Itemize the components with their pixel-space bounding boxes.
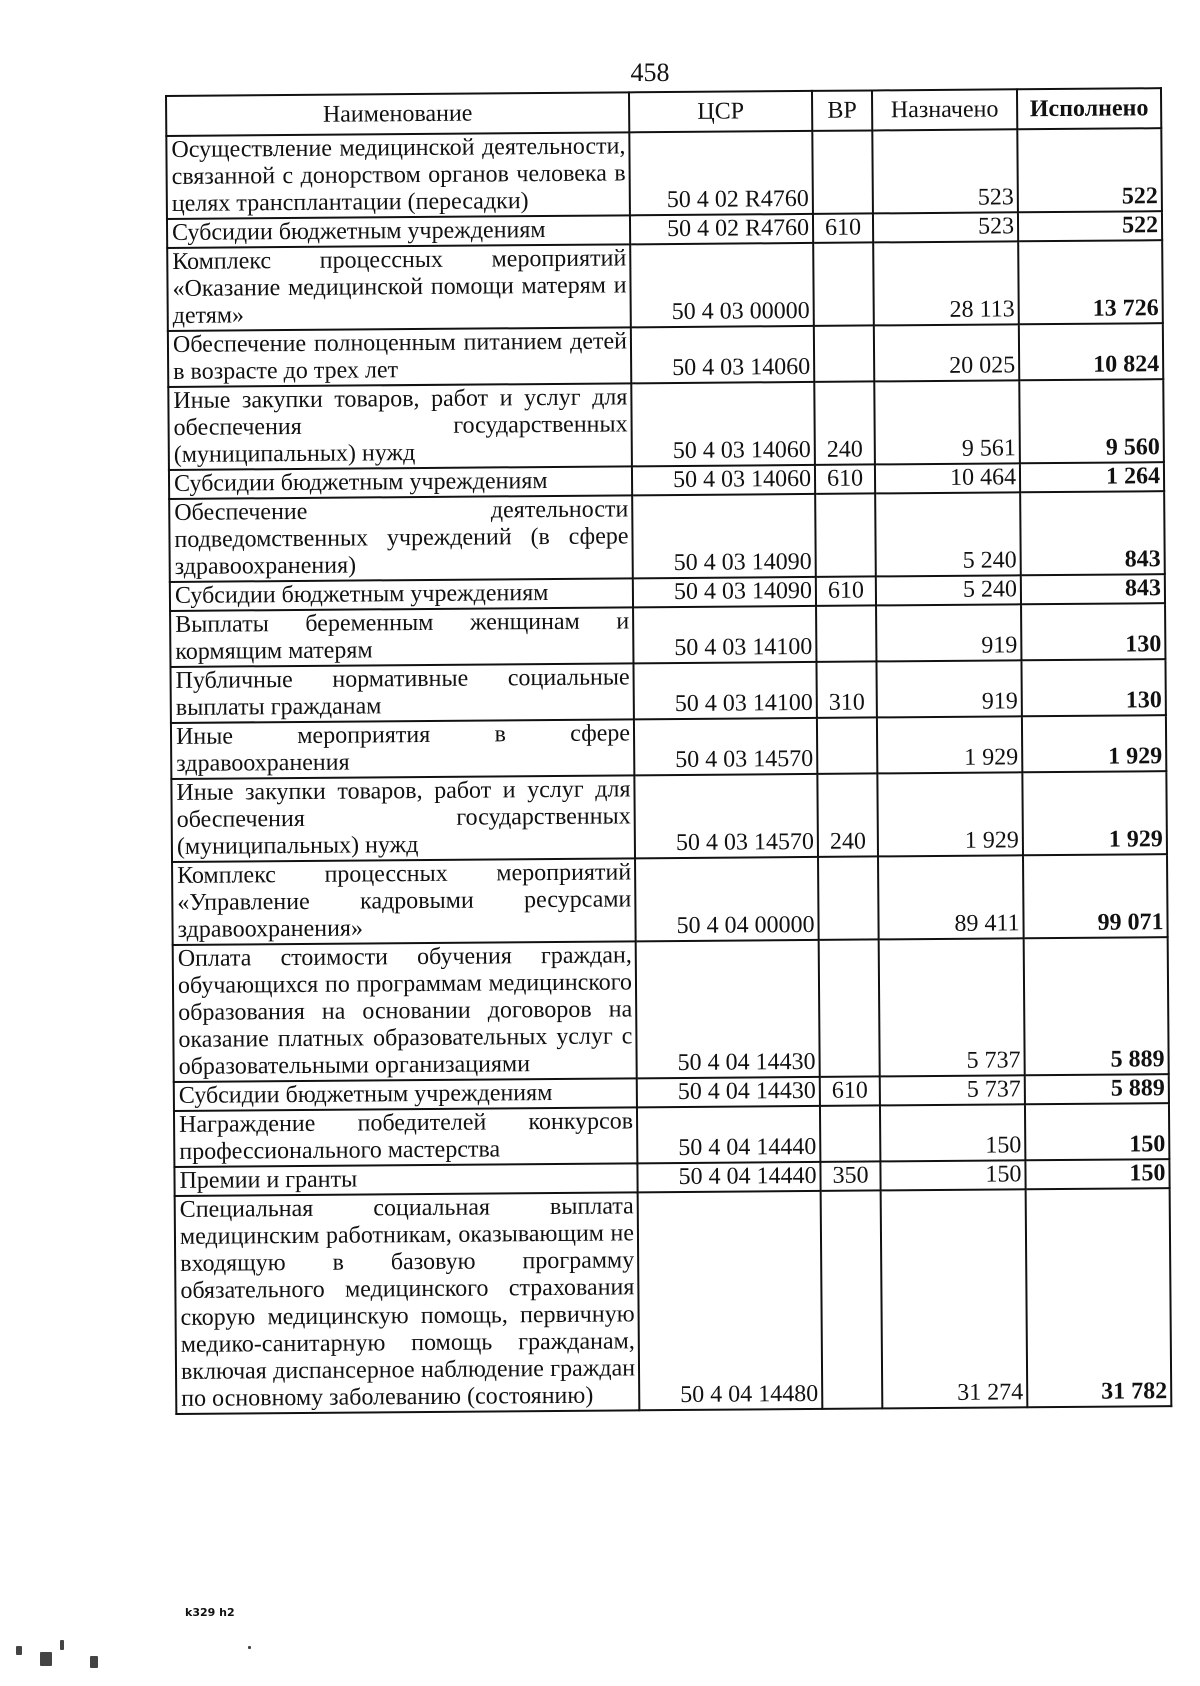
row-executed-cell: 5 889 — [1025, 1074, 1169, 1104]
row-csr-cell: 50 4 03 14570 — [634, 718, 817, 775]
budget-table-wrapper — [165, 87, 1170, 1415]
row-assigned-cell: 89 411 — [878, 855, 1024, 939]
row-assigned-cell: 919 — [876, 660, 1021, 717]
row-vr-cell: 310 — [816, 661, 876, 717]
row-name-cell: Оплата стоимости обучения граждан, обучающихся по программам медицинского образования на основании договоров на оказание платных образовательных услуг с образовательными организациями — [173, 941, 637, 1082]
row-csr-cell: 50 4 03 14570 — [634, 774, 818, 858]
row-name-cell: Субсидии бюджетным учреждениям — [167, 215, 630, 248]
row-csr-cell: 50 4 03 14090 — [633, 577, 816, 607]
row-executed-cell: 130 — [1021, 659, 1165, 716]
row-name-cell: Иные закупки товаров, работ и услуг для обеспечения государственных (муниципальных) нужд — [168, 383, 632, 470]
row-name-cell: Обеспечение полноценным питанием детей в возрасте до трех лет — [168, 327, 631, 387]
row-executed-cell: 1 264 — [1020, 462, 1164, 492]
row-vr-cell — [819, 939, 880, 1076]
row-csr-cell: 50 4 02 R4760 — [630, 214, 813, 244]
row-vr-cell: 610 — [820, 1076, 880, 1105]
row-csr-cell: 50 4 04 14440 — [637, 1162, 820, 1192]
row-vr-cell — [816, 605, 876, 661]
row-csr-cell: 50 4 02 R4760 — [629, 131, 813, 215]
row-csr-cell: 50 4 03 14100 — [633, 606, 816, 663]
row-executed-cell: 130 — [1021, 603, 1165, 660]
row-assigned-cell: 5 737 — [879, 938, 1025, 1076]
scan-speck — [16, 1646, 22, 1655]
row-vr-cell: 240 — [814, 381, 875, 464]
row-vr-cell — [821, 1190, 883, 1408]
row-name-cell: Субсидии бюджетным учреждениям — [174, 1078, 637, 1111]
row-assigned-cell: 150 — [880, 1160, 1025, 1190]
row-executed-cell: 5 889 — [1024, 937, 1169, 1075]
row-csr-cell: 50 4 04 14480 — [638, 1191, 823, 1410]
table-row — [168, 379, 1164, 470]
row-csr-cell: 50 4 04 14430 — [636, 940, 820, 1078]
row-name-cell: Субсидии бюджетным учреждениям — [170, 578, 633, 611]
row-assigned-cell: 1 929 — [877, 772, 1023, 856]
table-body — [166, 128, 1171, 1414]
row-name-cell: Награждение победителей конкурсов профессионального мастерства — [174, 1107, 637, 1167]
row-assigned-cell: 523 — [873, 212, 1018, 242]
row-csr-cell: 50 4 03 14100 — [633, 662, 816, 719]
row-assigned-cell: 31 274 — [881, 1189, 1028, 1408]
header-executed: Исполнено — [1017, 88, 1161, 129]
row-name-cell: Иные мероприятия в сфере здравоохранения — [171, 719, 634, 779]
row-executed-cell: 9 560 — [1019, 379, 1164, 463]
row-csr-cell: 50 4 03 14060 — [632, 465, 815, 495]
header-assigned: Назначено — [872, 89, 1017, 130]
row-vr-cell — [818, 856, 879, 939]
row-assigned-cell: 150 — [880, 1104, 1025, 1161]
row-assigned-cell: 523 — [872, 129, 1018, 213]
row-csr-cell: 50 4 03 14060 — [631, 382, 815, 466]
table-row — [172, 854, 1168, 945]
row-assigned-cell: 9 561 — [874, 380, 1020, 464]
scan-speck — [40, 1652, 52, 1666]
row-executed-cell: 522 — [1017, 128, 1162, 212]
row-vr-cell: 240 — [817, 773, 878, 856]
row-csr-cell: 50 4 03 14090 — [632, 494, 816, 578]
row-name-cell: Специальная социальная выплата медицинским работникам, оказывающим не входящую в базовую программу обязательного медицинского страхования скорую медицинскую помощь, первичную медико-санитарную помощь гражданам, включая диспансерное наблюдение граждан по основному заболеванию (состоянию) — [175, 1192, 640, 1414]
row-csr-cell: 50 4 03 14060 — [631, 326, 814, 383]
row-executed-cell: 843 — [1020, 491, 1165, 575]
row-name-cell: Субсидии бюджетным учреждениям — [169, 466, 632, 499]
row-assigned-cell: 28 113 — [873, 241, 1019, 325]
row-executed-cell: 1 929 — [1022, 771, 1167, 855]
row-executed-cell: 843 — [1021, 574, 1165, 604]
row-name-cell: Публичные нормативные социальные выплаты гражданам — [170, 663, 633, 723]
row-vr-cell — [814, 325, 874, 381]
row-vr-cell — [817, 717, 877, 773]
row-vr-cell: 350 — [820, 1161, 880, 1190]
row-assigned-cell: 5 240 — [875, 492, 1021, 576]
table-row — [170, 603, 1165, 667]
page-number: 458 — [630, 58, 670, 87]
row-vr-cell: 610 — [813, 213, 873, 242]
row-executed-cell: 522 — [1018, 211, 1162, 241]
row-vr-cell: 610 — [815, 464, 875, 493]
row-csr-cell: 50 4 04 00000 — [635, 857, 819, 941]
row-name-cell: Комплекс процессных мероприятий «Оказание медицинской помощи матерям и детям» — [167, 244, 631, 331]
table-row — [168, 323, 1163, 387]
table-row — [169, 491, 1165, 582]
scan-speck — [248, 1646, 251, 1649]
header-name: Наименование — [166, 92, 629, 136]
row-vr-cell: 610 — [816, 576, 876, 605]
row-executed-cell: 150 — [1025, 1103, 1169, 1160]
row-csr-cell: 50 4 04 14440 — [637, 1106, 820, 1163]
row-name-cell: Обеспечение деятельности подведомственных учреждений (в сфере здравоохранения) — [169, 495, 633, 582]
row-vr-cell — [820, 1105, 880, 1161]
row-csr-cell: 50 4 03 00000 — [630, 243, 814, 327]
row-executed-cell: 13 726 — [1018, 240, 1163, 324]
table-row — [175, 1188, 1172, 1414]
row-executed-cell: 10 824 — [1019, 323, 1163, 380]
header-csr: ЦСР — [629, 91, 812, 132]
row-assigned-cell: 5 240 — [876, 575, 1021, 605]
row-name-cell: Выплаты беременным женщинам и кормящим матерям — [170, 607, 633, 667]
scan-speck — [90, 1656, 98, 1668]
row-csr-cell: 50 4 04 14430 — [637, 1077, 820, 1107]
scan-speck — [60, 1640, 64, 1650]
row-assigned-cell: 10 464 — [875, 463, 1020, 493]
table-row — [171, 715, 1166, 779]
row-assigned-cell: 919 — [876, 604, 1021, 661]
header-vr: ВР — [812, 90, 872, 130]
row-assigned-cell: 1 929 — [877, 716, 1022, 773]
table-row — [174, 1103, 1169, 1167]
row-name-cell: Премии и гранты — [174, 1163, 637, 1196]
row-vr-cell — [815, 493, 876, 576]
table-row — [170, 659, 1165, 723]
table-row — [171, 771, 1167, 862]
row-name-cell: Комплекс процессных мероприятий «Управление кадровыми ресурсами здравоохранения» — [172, 858, 636, 945]
row-name-cell: Иные закупки товаров, работ и услуг для обеспечения государственных (муниципальных) нужд — [171, 775, 635, 862]
row-executed-cell: 1 929 — [1022, 715, 1166, 772]
table-row — [173, 937, 1169, 1082]
budget-table — [165, 87, 1172, 1415]
row-executed-cell: 150 — [1025, 1159, 1169, 1189]
table-row — [166, 128, 1162, 219]
row-assigned-cell: 5 737 — [880, 1075, 1025, 1105]
row-vr-cell — [813, 242, 874, 325]
footer-code: k329 h2 — [185, 1606, 235, 1619]
row-assigned-cell: 20 025 — [874, 324, 1019, 381]
row-vr-cell — [812, 130, 873, 213]
row-name-cell: Осуществление медицинской деятельности, связанной с донорством органов человека в целях трансплантации (пересадки) — [166, 132, 630, 219]
row-executed-cell: 99 071 — [1023, 854, 1168, 938]
row-executed-cell: 31 782 — [1026, 1188, 1172, 1407]
table-row — [167, 240, 1163, 331]
